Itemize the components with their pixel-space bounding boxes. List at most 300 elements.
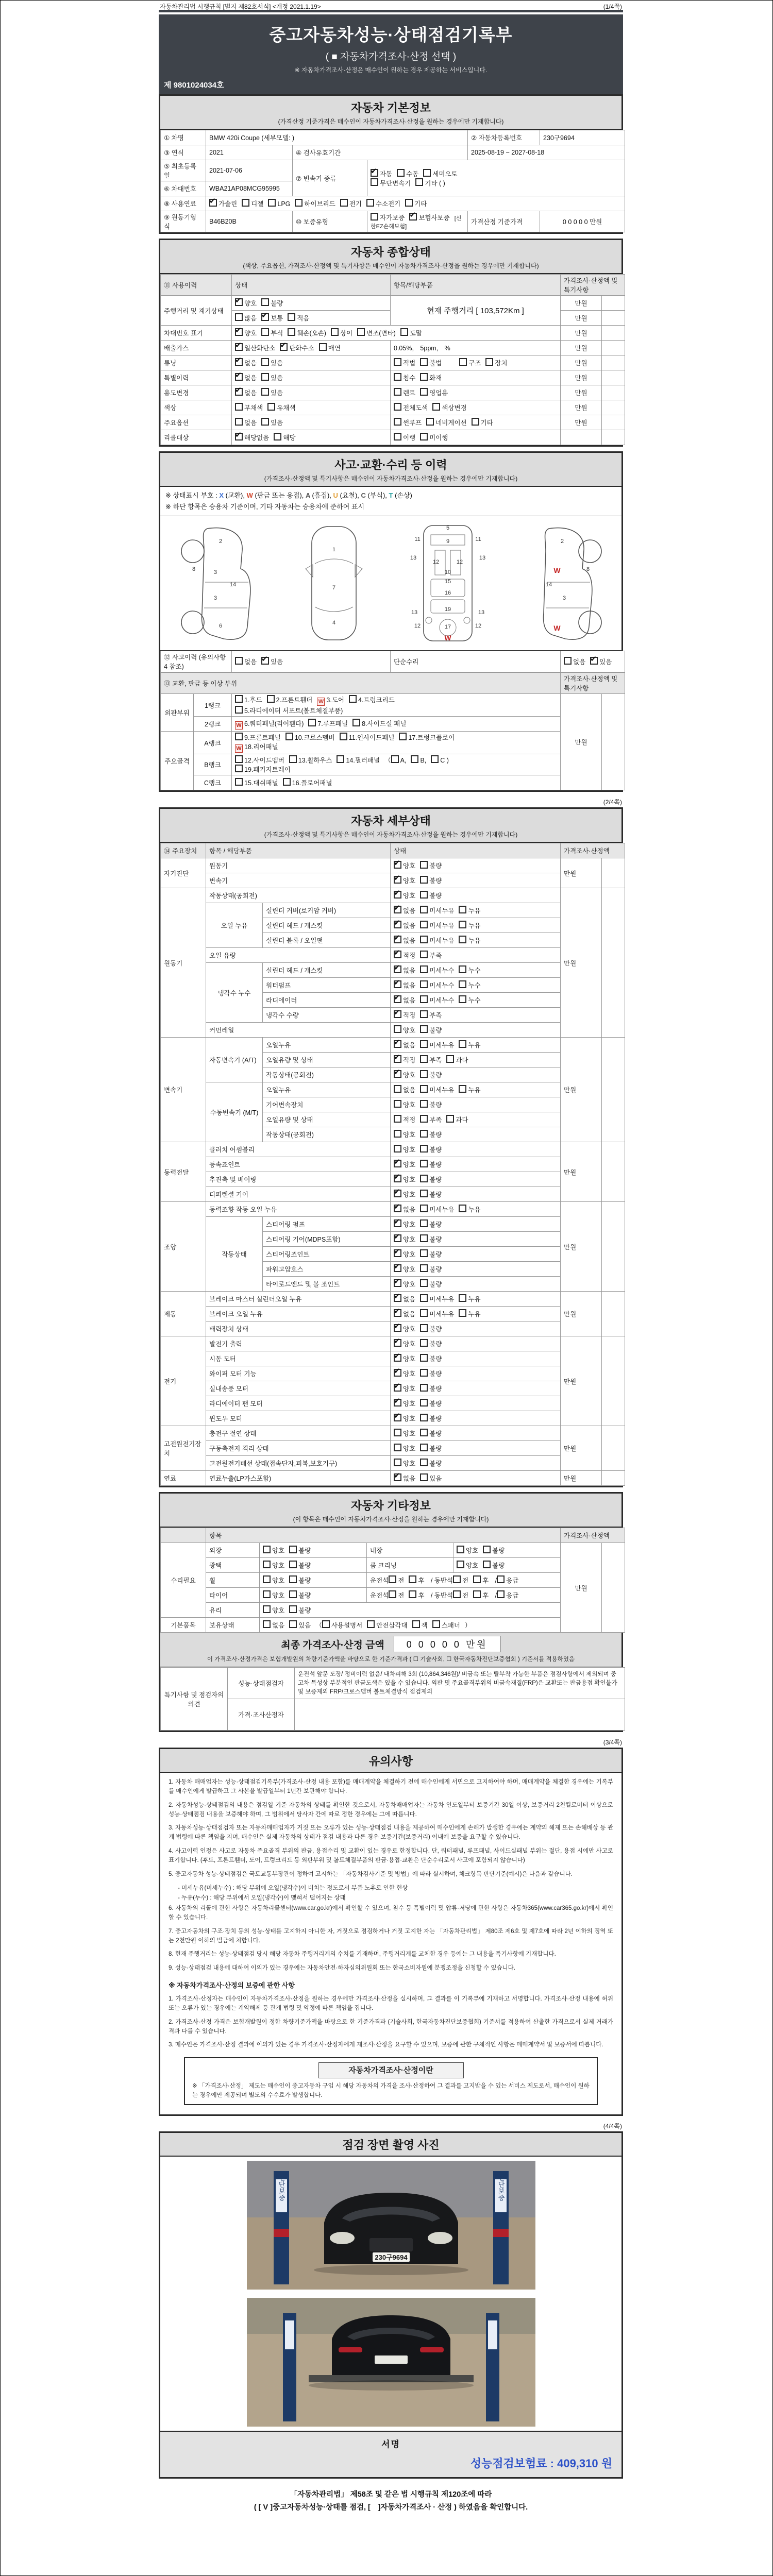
checkbox-option[interactable]: 후: [473, 1590, 489, 1600]
checkbox-icon[interactable]: [420, 876, 428, 884]
checkbox-checked-icon[interactable]: [261, 313, 269, 321]
checkbox-option[interactable]: ✔ 없음: [394, 1473, 415, 1483]
checkbox-checked-icon[interactable]: [394, 891, 401, 899]
checkbox-option[interactable]: 누수: [459, 980, 480, 990]
checkbox-option[interactable]: 16.플로어패널: [283, 778, 332, 787]
checkbox-icon[interactable]: [459, 995, 466, 1003]
checkbox-option[interactable]: 미이행: [420, 433, 448, 442]
checkbox-option[interactable]: 후: [409, 1590, 424, 1600]
checkbox-icon[interactable]: [420, 1309, 428, 1317]
checkbox-option[interactable]: 불량: [289, 1590, 311, 1600]
checkbox-icon[interactable]: [420, 921, 428, 928]
checkbox-option[interactable]: ✔ 양호: [394, 1219, 415, 1229]
checkbox-checked-icon[interactable]: [394, 1219, 401, 1227]
checkbox-checked-icon[interactable]: [235, 388, 243, 396]
checkbox-icon[interactable]: [420, 1234, 428, 1242]
checkbox-icon[interactable]: [459, 1205, 466, 1212]
checkbox-icon[interactable]: [459, 358, 467, 366]
checkbox-option[interactable]: ✔ 양호: [394, 1384, 415, 1393]
checkbox-option[interactable]: 있음: [289, 1620, 311, 1630]
checkbox-checked-icon[interactable]: [394, 1354, 401, 1362]
checkbox-checked-icon[interactable]: [394, 861, 401, 869]
checkbox-option[interactable]: 양호: [394, 1100, 415, 1109]
checkbox-option[interactable]: 불량: [420, 861, 442, 870]
checkbox-option[interactable]: 양호: [394, 1429, 415, 1438]
checkbox-icon[interactable]: [420, 1414, 428, 1421]
checkbox-icon[interactable]: [453, 1575, 461, 1583]
checkbox-option[interactable]: 유채색: [267, 403, 295, 412]
checkbox-icon[interactable]: [459, 921, 466, 928]
checkbox-option[interactable]: ✔ 없음: [394, 906, 415, 915]
checkbox-option[interactable]: 전: [389, 1590, 404, 1600]
checkbox-option[interactable]: 불량: [420, 1130, 442, 1139]
checkbox-icon[interactable]: [420, 1115, 428, 1123]
checkbox-icon[interactable]: [394, 1115, 401, 1123]
checkbox-icon[interactable]: [367, 1620, 375, 1628]
checkbox-option[interactable]: 양호: [263, 1590, 284, 1600]
checkbox-icon[interactable]: [399, 733, 407, 740]
checkbox-option[interactable]: 불량: [420, 1175, 442, 1184]
checkbox-option[interactable]: ✔ 양호: [394, 1414, 415, 1423]
checkbox-option[interactable]: 썬루프: [394, 418, 422, 427]
checkbox-icon[interactable]: [420, 936, 428, 943]
checkbox-checked-icon[interactable]: [394, 1040, 401, 1048]
checkbox-option[interactable]: 없음: [235, 657, 257, 666]
checkbox-option[interactable]: 불량: [483, 1546, 505, 1555]
checkbox-option[interactable]: 해당: [274, 433, 295, 442]
checkbox-icon[interactable]: [420, 1384, 428, 1392]
checkbox-option[interactable]: 색상변경: [432, 403, 466, 412]
checkbox-option[interactable]: 적정: [394, 1115, 415, 1124]
checkbox-option[interactable]: 불량: [420, 1219, 442, 1229]
checkbox-checked-icon[interactable]: [394, 1324, 401, 1332]
checkbox-checked-icon[interactable]: [261, 657, 269, 665]
checkbox-option[interactable]: ✔ 있음: [590, 657, 612, 666]
checkbox-option[interactable]: 미세누유: [420, 1309, 454, 1318]
checkbox-icon[interactable]: [242, 199, 249, 207]
checkbox-checked-icon[interactable]: [371, 169, 378, 177]
checkbox-icon[interactable]: [459, 1085, 466, 1093]
checkbox-checked-icon[interactable]: [394, 1473, 401, 1481]
checkbox-icon[interactable]: [394, 418, 401, 426]
checkbox-option[interactable]: 미세누유: [420, 1294, 454, 1303]
checkbox-icon[interactable]: [308, 719, 316, 726]
checkbox-icon[interactable]: [497, 1590, 505, 1598]
checkbox-checked-icon[interactable]: [394, 1175, 401, 1182]
checkbox-option[interactable]: 후: [473, 1575, 489, 1585]
checkbox-icon[interactable]: [331, 328, 339, 336]
checkbox-option[interactable]: 11.인사이드패널: [340, 733, 395, 742]
checkbox-icon[interactable]: [420, 358, 428, 366]
checkbox-checked-icon[interactable]: [235, 343, 243, 351]
checkbox-icon[interactable]: [426, 418, 434, 426]
checkbox-option[interactable]: 부족: [420, 1010, 442, 1020]
checkbox-option[interactable]: 불량: [420, 1459, 442, 1468]
checkbox-option[interactable]: ✔ 없음: [394, 1294, 415, 1303]
checkbox-option[interactable]: 19.패키지트레이: [235, 765, 291, 774]
checkbox-option[interactable]: 렌트: [394, 388, 415, 397]
checkbox-option[interactable]: 미세누유: [420, 1205, 454, 1214]
checkbox-option[interactable]: ✔ 양호: [394, 876, 415, 885]
checkbox-option[interactable]: 상이: [331, 328, 352, 337]
checkbox-option[interactable]: 없음: [235, 418, 257, 427]
checkbox-option[interactable]: ✔ 양호: [394, 1175, 415, 1184]
checkbox-icon[interactable]: [235, 418, 243, 426]
checkbox-icon[interactable]: [420, 1324, 428, 1332]
checkbox-option[interactable]: 이행: [394, 433, 415, 442]
checkbox-icon[interactable]: [457, 1561, 464, 1568]
checkbox-option[interactable]: 누수: [459, 965, 480, 975]
checkbox-option[interactable]: 양호: [263, 1546, 284, 1555]
checkbox-option[interactable]: 누유: [459, 1294, 480, 1303]
checkbox-icon[interactable]: [405, 199, 413, 207]
checkbox-option[interactable]: 훼손(오손): [288, 328, 326, 337]
checkbox-option[interactable]: 불량: [420, 1100, 442, 1109]
checkbox-checked-icon[interactable]: [235, 433, 243, 440]
checkbox-icon[interactable]: [420, 891, 428, 899]
checkbox-icon[interactable]: [473, 1575, 481, 1583]
checkbox-icon[interactable]: [415, 178, 423, 186]
checkbox-icon[interactable]: [235, 706, 243, 714]
checkbox-icon[interactable]: [394, 1429, 401, 1436]
checkbox-option[interactable]: 수소전기: [366, 199, 400, 208]
checkbox-icon[interactable]: [420, 1444, 428, 1451]
checkbox-option[interactable]: ✔ 양호: [394, 1354, 415, 1363]
checkbox-icon[interactable]: [394, 1444, 401, 1451]
checkbox-checked-icon[interactable]: [394, 980, 401, 988]
checkbox-option[interactable]: 15.대쉬패널: [235, 778, 278, 787]
checkbox-icon[interactable]: [420, 1205, 428, 1212]
checkbox-option[interactable]: 누유: [459, 1309, 480, 1318]
checkbox-icon[interactable]: [337, 755, 344, 763]
checkbox-option[interactable]: ✔ 양호: [235, 328, 257, 337]
checkbox-icon[interactable]: [394, 433, 401, 440]
checkbox-option[interactable]: 부족: [420, 1055, 442, 1064]
checkbox-icon[interactable]: [261, 358, 269, 366]
checkbox-option[interactable]: ✔ 없음: [394, 936, 415, 945]
checkbox-icon[interactable]: [366, 199, 374, 207]
checkbox-option[interactable]: 불량: [420, 1025, 442, 1035]
checkbox-option[interactable]: 12.사이드멤버: [235, 755, 284, 765]
checkbox-icon[interactable]: [352, 719, 360, 726]
checkbox-option[interactable]: C ): [431, 755, 449, 764]
checkbox-icon[interactable]: [235, 657, 243, 665]
checkbox-option[interactable]: 불량: [289, 1546, 311, 1555]
checkbox-icon[interactable]: [432, 403, 440, 411]
checkbox-option[interactable]: 불량: [420, 1190, 442, 1199]
checkbox-checked-icon[interactable]: [235, 373, 243, 381]
checkbox-icon[interactable]: [420, 1175, 428, 1182]
checkbox-option[interactable]: 양호: [394, 1130, 415, 1139]
checkbox-icon[interactable]: [457, 1546, 464, 1553]
checkbox-icon[interactable]: [420, 1130, 428, 1138]
checkbox-option[interactable]: ✔ 양호: [394, 1279, 415, 1289]
checkbox-icon[interactable]: [263, 1590, 271, 1598]
checkbox-option[interactable]: ✔ 양호: [394, 891, 415, 900]
checkbox-icon[interactable]: [263, 1605, 271, 1613]
checkbox-option[interactable]: 불량: [420, 1444, 442, 1453]
checkbox-checked-icon[interactable]: [394, 1369, 401, 1377]
checkbox-option[interactable]: 양호: [457, 1546, 478, 1555]
checkbox-option[interactable]: ✔ 양호: [394, 861, 415, 870]
checkbox-checked-icon[interactable]: [394, 936, 401, 943]
checkbox-icon[interactable]: [483, 1546, 491, 1553]
checkbox-icon[interactable]: [420, 1354, 428, 1362]
checkbox-option[interactable]: 13.휠하우스: [289, 755, 332, 765]
checkbox-icon[interactable]: [420, 1369, 428, 1377]
checkbox-icon[interactable]: [397, 169, 405, 177]
checkbox-icon[interactable]: [420, 1055, 428, 1063]
checkbox-icon[interactable]: [420, 433, 428, 440]
checkbox-icon[interactable]: [389, 1590, 396, 1598]
checkbox-option[interactable]: 양호: [394, 1459, 415, 1468]
checkbox-option[interactable]: ✔ 있음: [261, 657, 283, 666]
checkbox-icon[interactable]: [357, 328, 365, 336]
checkbox-option[interactable]: ✔ 양호: [394, 1399, 415, 1408]
checkbox-icon[interactable]: [459, 980, 466, 988]
checkbox-option[interactable]: ✔ 적정: [394, 951, 415, 960]
checkbox-icon[interactable]: [420, 995, 428, 1003]
checkbox-icon[interactable]: [459, 906, 466, 913]
checkbox-option[interactable]: A,: [391, 755, 407, 764]
checkbox-option[interactable]: 기타 ( ): [415, 178, 445, 188]
checkbox-option[interactable]: 많음: [235, 313, 257, 323]
checkbox-option[interactable]: 양호: [263, 1575, 284, 1585]
checkbox-icon[interactable]: [420, 373, 428, 381]
checkbox-icon[interactable]: [261, 298, 269, 306]
checkbox-icon[interactable]: [261, 418, 269, 426]
checkbox-icon[interactable]: [420, 1473, 428, 1481]
checkbox-option[interactable]: 불량: [420, 1339, 442, 1348]
checkbox-icon[interactable]: [261, 373, 269, 381]
checkbox-option[interactable]: ✔자동: [371, 169, 392, 178]
checkbox-option[interactable]: ✔ 양호: [394, 1160, 415, 1169]
checkbox-icon[interactable]: [391, 755, 399, 763]
checkbox-icon[interactable]: [394, 1025, 401, 1033]
checkbox-option[interactable]: 부족: [420, 951, 442, 960]
checkbox-icon[interactable]: [420, 1070, 428, 1078]
checkbox-icon[interactable]: [459, 1309, 466, 1317]
checkbox-option[interactable]: 전: [453, 1575, 468, 1585]
checkbox-icon[interactable]: [371, 178, 378, 186]
checkbox-option[interactable]: 기타: [472, 418, 493, 427]
checkbox-option[interactable]: 후: [409, 1575, 424, 1585]
checkbox-checked-icon[interactable]: [209, 199, 217, 207]
checkbox-icon[interactable]: [289, 1546, 297, 1553]
checkbox-option[interactable]: 10.크로스멤버: [285, 733, 335, 742]
checkbox-option[interactable]: 있음: [261, 388, 283, 397]
checkbox-icon[interactable]: [389, 1575, 396, 1583]
checkbox-option[interactable]: 미세누수: [420, 995, 454, 1005]
checkbox-icon[interactable]: [485, 358, 493, 366]
checkbox-option[interactable]: 네비게이션: [426, 418, 466, 427]
checkbox-option[interactable]: ✔ 없음: [394, 921, 415, 930]
checkbox-option[interactable]: 누유: [459, 1085, 480, 1094]
checkbox-icon[interactable]: [420, 1279, 428, 1287]
checkbox-option[interactable]: 4.트렁크리드: [349, 695, 395, 704]
checkbox-option[interactable]: 하이브리드: [295, 199, 335, 208]
checkbox-option[interactable]: 누유: [459, 906, 480, 915]
checkbox-icon[interactable]: [285, 733, 293, 740]
checkbox-option[interactable]: 미세누유: [420, 1040, 454, 1049]
checkbox-option[interactable]: 안전삼각대: [367, 1620, 407, 1630]
checkbox-icon[interactable]: [420, 1145, 428, 1153]
checkbox-option[interactable]: 미세누유: [420, 1085, 454, 1094]
checkbox-icon[interactable]: [420, 1160, 428, 1167]
checkbox-option[interactable]: 양호: [394, 1145, 415, 1154]
checkbox-option[interactable]: 누유: [459, 1205, 480, 1214]
checkbox-checked-icon[interactable]: [394, 965, 401, 973]
checkbox-icon[interactable]: [289, 1575, 297, 1583]
checkbox-icon[interactable]: [322, 1620, 330, 1628]
checkbox-option[interactable]: 불량: [483, 1561, 505, 1570]
checkbox-option[interactable]: 미세누수: [420, 965, 454, 975]
checkbox-checked-icon[interactable]: [394, 1414, 401, 1421]
checkbox-icon[interactable]: [295, 199, 303, 207]
checkbox-option[interactable]: 수동: [397, 169, 418, 178]
checkbox-option[interactable]: 전: [389, 1575, 404, 1585]
checkbox-option[interactable]: 누유: [459, 1040, 480, 1049]
checkbox-option[interactable]: ✔ 없음: [394, 1040, 415, 1049]
checkbox-option[interactable]: 있음: [261, 418, 283, 427]
checkbox-option[interactable]: 양호: [263, 1605, 284, 1615]
checkbox-option[interactable]: ✔양호: [235, 298, 257, 308]
checkbox-option[interactable]: 전체도색: [394, 403, 428, 412]
checkbox-checked-icon[interactable]: [394, 906, 401, 913]
checkbox-option[interactable]: 불량: [420, 1414, 442, 1423]
checkbox-icon[interactable]: [459, 936, 466, 943]
checkbox-checked-icon[interactable]: [590, 657, 598, 665]
checkbox-icon[interactable]: [261, 328, 269, 336]
checkbox-option[interactable]: 불량: [289, 1575, 311, 1585]
checkbox-icon[interactable]: [263, 1620, 271, 1628]
checkbox-option[interactable]: 17.트렁크플로어: [399, 733, 455, 742]
checkbox-option[interactable]: 잭: [412, 1620, 428, 1630]
checkbox-option[interactable]: 도말: [400, 328, 422, 337]
checkbox-option[interactable]: 화재: [420, 373, 442, 382]
checkbox-checked-icon[interactable]: [394, 1279, 401, 1287]
checkbox-option[interactable]: 불량: [420, 891, 442, 900]
checkbox-option[interactable]: 불량: [420, 1399, 442, 1408]
checkbox-icon[interactable]: [267, 403, 275, 411]
checkbox-icon[interactable]: [453, 1590, 461, 1598]
checkbox-option[interactable]: ✔ 양호: [394, 1190, 415, 1199]
checkbox-option[interactable]: ✔ 없음: [394, 995, 415, 1005]
checkbox-icon[interactable]: [235, 765, 243, 772]
checkbox-icon[interactable]: [235, 778, 243, 786]
checkbox-checked-icon[interactable]: [394, 1264, 401, 1272]
checkbox-icon[interactable]: [420, 906, 428, 913]
checkbox-icon[interactable]: [497, 1575, 505, 1583]
checkbox-option[interactable]: 적법: [394, 358, 415, 367]
checkbox-option[interactable]: ✔ 보통: [261, 313, 283, 323]
checkbox-option[interactable]: 불량: [420, 1070, 442, 1079]
checkbox-option[interactable]: ✔ 가솔린: [209, 199, 237, 208]
checkbox-option[interactable]: 5.라디에이터 서포트(볼트체결부품): [235, 706, 343, 715]
checkbox-option[interactable]: ✔ 없음: [394, 980, 415, 990]
checkbox-checked-icon[interactable]: [394, 1070, 401, 1078]
checkbox-icon[interactable]: [235, 313, 243, 321]
checkbox-option[interactable]: 변조(변타): [357, 328, 396, 337]
checkbox-icon[interactable]: [288, 313, 295, 321]
checkbox-icon[interactable]: [431, 755, 439, 763]
checkbox-checked-icon[interactable]: [394, 1010, 401, 1018]
checkbox-checked-icon[interactable]: [394, 1294, 401, 1302]
checkbox-icon[interactable]: [420, 980, 428, 988]
checkbox-icon[interactable]: [289, 755, 297, 763]
checkbox-option[interactable]: ✔ 적정: [394, 1010, 415, 1020]
checkbox-option[interactable]: 2.프론트휀더: [267, 695, 313, 704]
checkbox-option[interactable]: ✔ 양호: [394, 1339, 415, 1348]
checkbox-icon[interactable]: [289, 1605, 297, 1613]
checkbox-option[interactable]: 있음: [261, 373, 283, 382]
checkbox-icon[interactable]: [446, 1055, 454, 1063]
checkbox-checked-icon[interactable]: [394, 1205, 401, 1212]
checkbox-option[interactable]: 누수: [459, 995, 480, 1005]
checkbox-icon[interactable]: [235, 403, 243, 411]
checkbox-option[interactable]: 불량: [420, 1429, 442, 1438]
checkbox-icon[interactable]: [420, 1459, 428, 1466]
checkbox-icon[interactable]: [340, 733, 347, 740]
checkbox-option[interactable]: 불량: [420, 1234, 442, 1244]
checkbox-option[interactable]: 자가보증: [371, 213, 405, 222]
checkbox-icon[interactable]: [420, 965, 428, 973]
checkbox-icon[interactable]: [394, 1085, 401, 1093]
checkbox-option[interactable]: 적음: [288, 313, 309, 323]
checkbox-icon[interactable]: [267, 695, 275, 703]
checkbox-option[interactable]: 무단변속기: [371, 178, 411, 188]
checkbox-option[interactable]: 없음: [263, 1620, 284, 1630]
checkbox-icon[interactable]: [394, 1145, 401, 1153]
checkbox-option[interactable]: 과다: [446, 1055, 468, 1064]
checkbox-icon[interactable]: [420, 1040, 428, 1048]
checkbox-option[interactable]: 영업용: [420, 388, 448, 397]
checkbox-option[interactable]: ✔ 없음: [394, 1205, 415, 1214]
checkbox-checked-icon[interactable]: [394, 951, 401, 958]
checkbox-option[interactable]: 불량: [420, 1264, 442, 1274]
checkbox-option[interactable]: ✔ 양호: [394, 1070, 415, 1079]
checkbox-icon[interactable]: [340, 199, 348, 207]
checkbox-icon[interactable]: [446, 1115, 454, 1123]
checkbox-option[interactable]: 누유: [459, 936, 480, 945]
checkbox-option[interactable]: 과다: [446, 1115, 468, 1124]
checkbox-icon[interactable]: [420, 1264, 428, 1272]
checkbox-checked-icon[interactable]: [394, 1399, 401, 1406]
checkbox-icon[interactable]: [235, 733, 243, 740]
checkbox-icon[interactable]: [235, 755, 243, 763]
checkbox-icon[interactable]: [420, 1100, 428, 1108]
checkbox-checked-icon[interactable]: [235, 358, 243, 366]
checkbox-option[interactable]: 장치: [485, 358, 507, 367]
checkbox-option[interactable]: ✔ 없음: [235, 373, 257, 382]
checkbox-checked-icon[interactable]: [235, 298, 243, 306]
checkbox-option[interactable]: 양호: [394, 1025, 415, 1035]
checkbox-option[interactable]: 7.루프패널: [308, 719, 348, 728]
checkbox-option[interactable]: 불량: [289, 1605, 311, 1615]
checkbox-checked-icon[interactable]: [235, 328, 243, 336]
checkbox-checked-icon[interactable]: [280, 343, 288, 351]
checkbox-option[interactable]: 양호: [457, 1561, 478, 1570]
checkbox-icon[interactable]: [420, 861, 428, 869]
checkbox-icon[interactable]: [409, 1575, 416, 1583]
checkbox-icon[interactable]: [283, 778, 291, 786]
checkbox-option[interactable]: 부족: [420, 1115, 442, 1124]
checkbox-option[interactable]: 미세누유: [420, 906, 454, 915]
checkbox-option[interactable]: ✔ 일산화탄소: [235, 343, 275, 352]
checkbox-option[interactable]: 불량: [420, 1369, 442, 1378]
checkbox-icon[interactable]: [349, 695, 357, 703]
checkbox-option[interactable]: 매연: [319, 343, 341, 352]
